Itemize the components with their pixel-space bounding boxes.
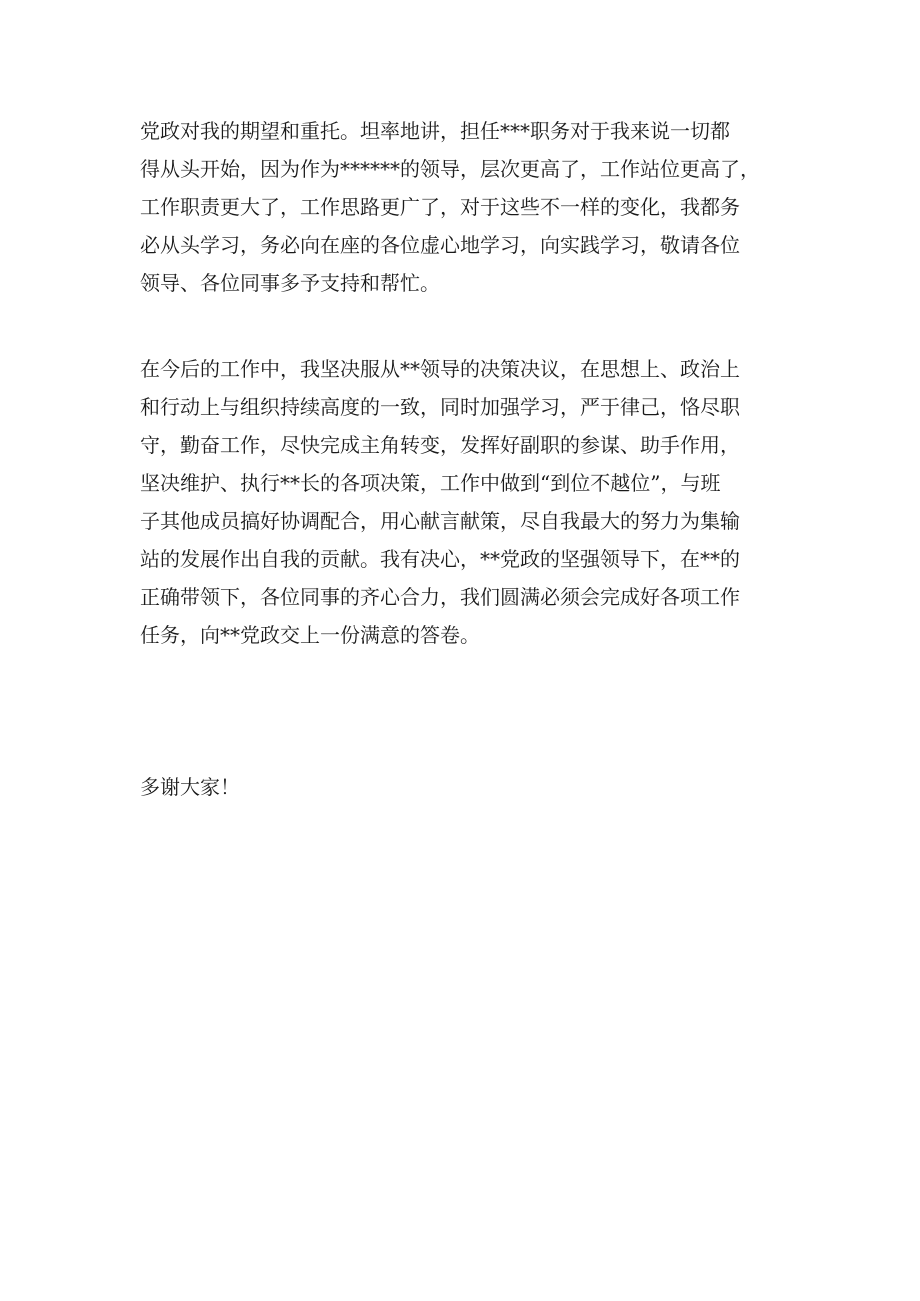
paragraph-line: 坚决维护、执行**长的各项决策，工作中做到“到位不越位”，与班 (140, 471, 721, 495)
paragraph-line: 必从头学习，务必向在座的各位虚心地学习，向实践学习，敬请各位 (140, 233, 740, 257)
paragraph-line: 任务，向**党政交上一份满意的答卷。 (140, 623, 480, 647)
paragraph-line: 正确带领下，各位同事的齐心合力，我们圆满必须会完成好各项工作 (140, 585, 740, 609)
paragraph-line: 子其他成员搞好协调配合，用心献言献策，尽自我最大的努力为集输 (140, 509, 740, 533)
paragraph-line: 守，勤奋工作，尽快完成主角转变，发挥好副职的参谋、助手作用， (140, 433, 740, 457)
paragraph-2 (140, 350, 820, 654)
paragraph-line: 领导、各位同事多予支持和帮忙。 (140, 271, 440, 295)
paragraph-line: 站的发展作出自我的贡献。我有决心，**党政的坚强领导下，在**的 (140, 547, 740, 571)
paragraph-line: 在今后的工作中，我坚决服从**领导的决策决议，在思想上、政治上 (140, 357, 740, 381)
paragraph-line: 党政对我的期望和重托。坦率地讲，担任***职务对于我来说一切都 (140, 119, 730, 143)
paragraph-line: 多谢大家！ (140, 775, 240, 799)
paragraph-line: 工作职责更大了，工作思路更广了，对于这些不一样的变化，我都务 (140, 195, 740, 219)
closing-remark (140, 768, 820, 806)
paragraph-line: 和行动上与组织持续高度的一致，同时加强学习，严于律己，恪尽职 (140, 395, 740, 419)
paragraph-1 (140, 112, 820, 302)
paragraph-line: 得从头开始，因为作为******的领导，层次更高了，工作站位更高了， (140, 157, 760, 181)
